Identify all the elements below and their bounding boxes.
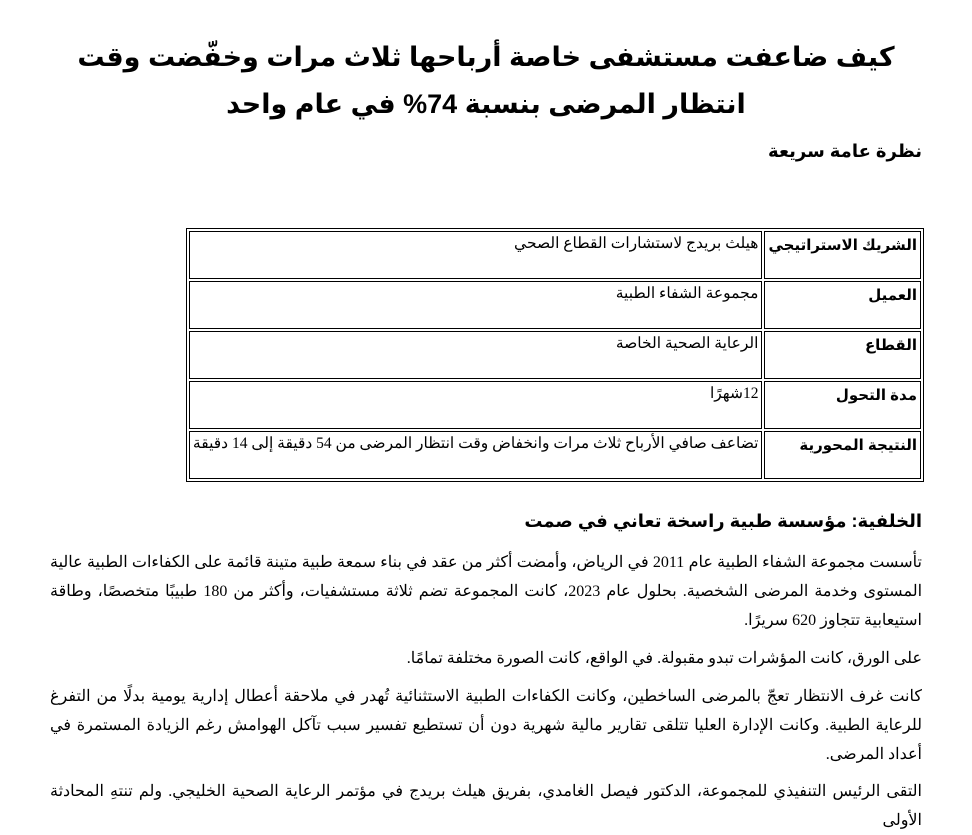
table-row-label: النتيجة المحورية: [764, 431, 921, 479]
background-heading: الخلفية: مؤسسة طبية راسخة تعاني في صمت: [524, 511, 922, 531]
table-row-label: القطاع: [764, 331, 921, 379]
table-row: [189, 281, 921, 329]
table-row-value: الرعاية الصحية الخاصة: [189, 331, 763, 379]
table-row-label: الشريك الاستراتيجي: [764, 231, 921, 279]
table-row-label: العميل: [764, 281, 921, 329]
body-paragraph: التقى الرئيس التنفيذي للمجموعة، الدكتور فيصل الغامدي، بفريق هيلث بريدج في مؤتمر الرعاية الصحية الخليجي. ولم تنتهِ المحادثة الأولى: [50, 783, 922, 829]
document-title: كيف ضاعفت مستشفى خاصة أرباحها ثلاث مرات وخفّضت وقت انتظار المرضى بنسبة 74% في عام واحد: [77, 42, 895, 119]
table-row: [189, 331, 921, 379]
table-row-value: تضاعف صافي الأرباح ثلاث مرات وانخفاض وقت انتظار المرضى من 54 دقيقة إلى 14 دقيقة: [189, 431, 763, 479]
table-row: [189, 431, 921, 479]
table-row-label: مدة التحول: [764, 381, 921, 429]
table-row-value: مجموعة الشفاء الطبية: [189, 281, 763, 329]
table-row: [189, 231, 921, 279]
table-row: [189, 381, 921, 429]
table-row-value: 12شهرًا: [189, 381, 763, 429]
table-row-value: هيلث بريدج لاستشارات القطاع الصحي: [189, 231, 763, 279]
body-paragraph: كانت غرف الانتظار تعجّ بالمرضى الساخطين، وكانت الكفاءات الطبية الاستثنائية تُهدر في ملاحقة أعطال إدارية يومية بدلًا من التفرغ للرعاية الطبية. وكانت الإدارة العليا تتلقى تقارير مالية شهرية دون أن تستطيع تفسير سبب تآكل الهوامش رغم الزيادة المستمرة في أعداد المرضى.: [50, 688, 922, 763]
overview-table: [186, 228, 924, 482]
body-paragraph: على الورق، كانت المؤشرات تبدو مقبولة. في الواقع، كانت الصورة مختلفة تمامًا.: [406, 650, 922, 667]
body-paragraph: تأسست مجموعة الشفاء الطبية عام 2011 في الرياض، وأمضت أكثر من عقد في بناء سمعة طبية متينة قائمة على الكفاءات الطبية عالية المستوى وخدمة المرضى الشخصية. بحلول عام 2023، كانت المجموعة تضم ثلاثة مستشفيات، وأكثر من 180 طبيبًا متخصصًا، وطاقة استيعابية تتجاوز 620 سريرًا.: [50, 554, 923, 629]
overview-heading: نظرة عامة سريعة: [768, 141, 922, 161]
